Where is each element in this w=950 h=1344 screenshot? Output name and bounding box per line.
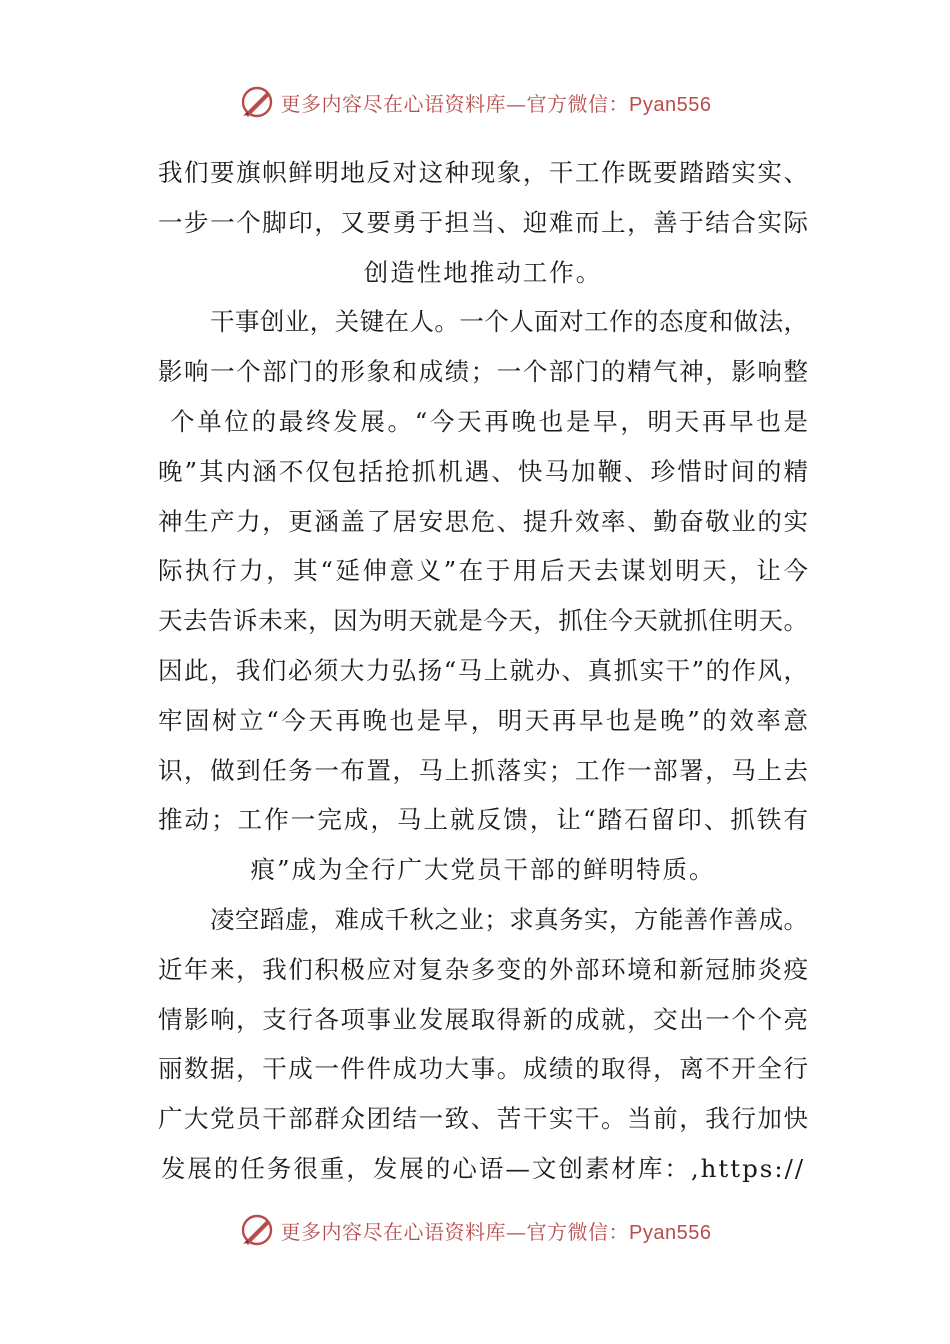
text-line: 天去告诉未来，因为明天就是今天，抓住今天就抓住明天。 (158, 606, 808, 636)
header-watermark (0, 82, 950, 122)
pen-logo-icon (239, 1212, 275, 1248)
pen-logo-icon (239, 84, 275, 120)
text-line: 神生产力，更涵盖了居安思危、提升效率、勤奋敬业的实 (158, 506, 808, 536)
text-line: 痕”成为全行广大党员干部的鲜明特质。 (250, 855, 716, 885)
text-line: 因此，我们必须大力弘扬“马上就办、真抓实干”的作风， (158, 655, 808, 685)
text-line: 丽数据，干成一件件成功大事。成绩的取得，离不开全行 (158, 1054, 808, 1084)
footer-watermark (0, 1210, 950, 1250)
text-line: 个单位的最终发展。“今天再晚也是早，明天再早也是 (170, 406, 808, 436)
text-line: 一步一个脚印，又要勇于担当、迎难而上，善于结合实际 (158, 207, 808, 237)
text-line: 际执行力，其“延伸意义”在于用后天去谋划明天，让今 (158, 556, 808, 586)
text-line: 情影响，支行各项事业发展取得新的成就，交出一个个亮 (158, 1004, 808, 1034)
text-line: 推动；工作一完成，马上就反馈，让“踏石留印、抓铁有 (158, 805, 808, 835)
text-line: 创造性地推动工作。 (363, 257, 603, 287)
text-line: 牢固树立“今天再晚也是早，明天再早也是晚”的效率意 (158, 705, 808, 735)
text-line: 发展的任务很重，发展的心语—文创素材库：,https:// (160, 1153, 806, 1183)
text-line: 干事创业，关键在人。一个人面对工作的态度和做法， (210, 307, 808, 337)
text-line: 凌空蹈虚，难成千秋之业；求真务实，方能善作善成。 (210, 904, 808, 934)
text-line: 影响一个部门的形象和成绩；一个部门的精气神，影响整 (158, 357, 808, 387)
banner-text: 更多内容尽在心语资料库—官方微信：Pyan556 (280, 1219, 712, 1244)
text-line: 近年来，我们积极应对复杂多变的外部环境和新冠肺炎疫 (158, 954, 808, 984)
text-line: 广大党员干部群众团结一致、苦干实干。当前，我行加快 (158, 1104, 808, 1134)
document-body (158, 148, 808, 1194)
text-line: 我们要旗帜鲜明地反对这种现象，干工作既要踏踏实实、 (158, 158, 808, 187)
banner-text: 更多内容尽在心语资料库—官方微信：Pyan556 (280, 91, 712, 116)
text-line: 晚”其内涵不仅包括抢抓机遇、快马加鞭、珍惜时间的精 (158, 456, 808, 486)
text-line: 识，做到任务一布置，马上抓落实；工作一部署，马上去 (158, 755, 808, 785)
